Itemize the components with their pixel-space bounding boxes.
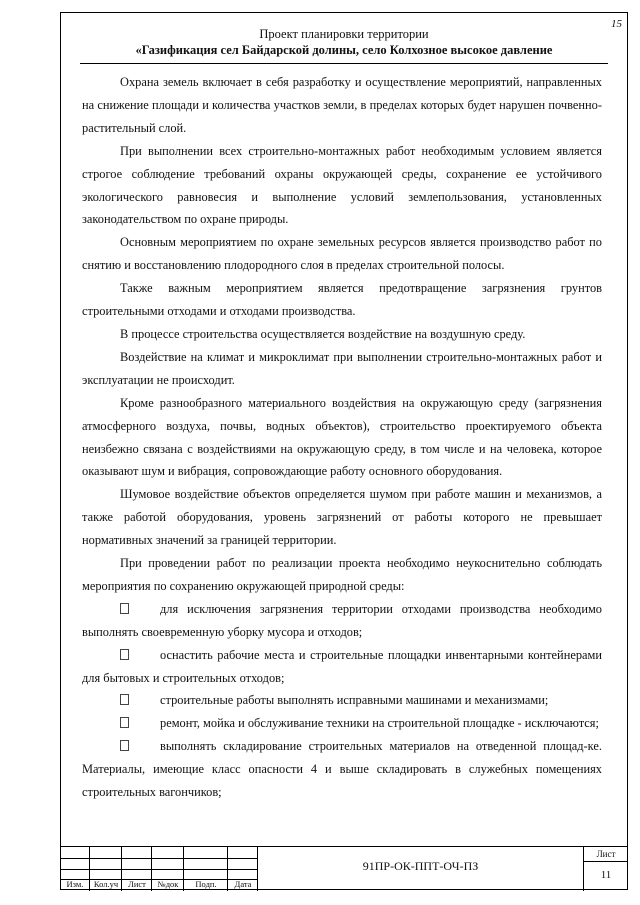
bullet-box-icon [120, 689, 160, 712]
column-label: №док [157, 879, 179, 889]
bullet-box-icon [120, 712, 160, 735]
paragraph: Охрана земель включает в себя разработку и осуществление мероприятий, направленных на снижение площади и количества участков земли, в пределах которых будет нарушен почвенно-растительный слой. [82, 75, 602, 135]
bullet-item [82, 712, 602, 735]
paragraph: При проведении работ по реализации проекта необходимо неукоснительно соблюдать мероприятия по сохранению окружающей природной среды: [82, 556, 602, 593]
document-body [82, 71, 602, 804]
column-label: Кол.уч [93, 879, 119, 889]
bullet-item [82, 689, 602, 712]
bullet-text: строительные работы выполнять исправными машинами и механизмами; [160, 693, 549, 708]
column-label: Дата [234, 879, 252, 889]
bullet-text: для исключения загрязнения территории отходами производства необходимо выполнять своевременную уборку мусора и отходов; [82, 601, 602, 639]
bullet-item [82, 644, 602, 690]
paragraph: Также важным мероприятием является предотвращение загрязнения грунтов строительными отходами и отходами производства. [82, 281, 602, 319]
paragraph: Кроме разнообразного материального воздействия на окружающую среду (загрязнения атмосферного воздуха, почвы, водных объектов), строительство проектируемого объекта неизбежно связана с воздействиями на окружающую среду, в том числе и на человека, которое оказывают шум и вибрация, сопровождающие работу основного оборудования. [82, 395, 602, 479]
sheet-box [583, 847, 628, 891]
paragraph: Воздействие на климат и микроклимат при выполнении строительно-монтажных работ и эксплуатации не происходит. [82, 349, 602, 387]
header-subtitle: «Газификация сел Байдарской долины, село Колхозное высокое давление [135, 43, 553, 57]
bullet-text: выполнять складирование строительных материалов на отведенной площад-ке. Материалы, имеющие класс опасности 4 и выше складировать в служебных помещениях строительных вагончиков; [82, 739, 602, 800]
column-label: Изм. [66, 879, 84, 889]
column-label: Лист [128, 879, 146, 889]
document-code: 91ПР-ОК-ППТ-ОЧ-ПЗ [362, 859, 479, 873]
paragraph: В процессе строительства осуществляется воздействие на воздушную среду. [120, 326, 526, 341]
document-header [80, 26, 608, 58]
bullet-text: оснастить рабочие места и строительные площадки инвентарными контейнерами для бытовых и строительных отходов; [82, 647, 602, 685]
bullet-box-icon [120, 644, 160, 667]
bullet-item [82, 735, 602, 804]
header-title: Проект планировки территории [259, 27, 429, 41]
title-block [60, 846, 628, 890]
paragraph: Шумовое воздействие объектов определяется шумом при работе машин и механизмов, а также работой оборудования, уровень загрязнений от работы которого не превышает нормативных значений за границей территории. [82, 487, 602, 548]
page-number: 15 [611, 18, 622, 30]
paragraph: При выполнении всех строительно-монтажных работ необходимым условием является строгое соблюдение требований охраны окружающей среды, сохранение ее устойчивого экологического равновесия и выполнение условий землепользования, установленных законодательством по охране природы. [82, 143, 602, 227]
bullet-text: ремонт, мойка и обслуживание техники на строительной площадке - исключаются; [160, 716, 599, 731]
bullet-item [82, 598, 602, 644]
sheet-label: Лист [596, 849, 616, 859]
sheet-divider [584, 861, 628, 862]
bullet-box-icon [120, 735, 160, 758]
column-label: Подп. [195, 879, 217, 889]
header-divider [80, 63, 608, 64]
bullet-box-icon [120, 598, 160, 621]
sheet-number: 11 [600, 869, 612, 881]
paragraph: Основным мероприятием по охране земельных ресурсов является производство работ по снятию и восстановлению плодородного слоя в пределах строительной полосы. [82, 235, 602, 273]
